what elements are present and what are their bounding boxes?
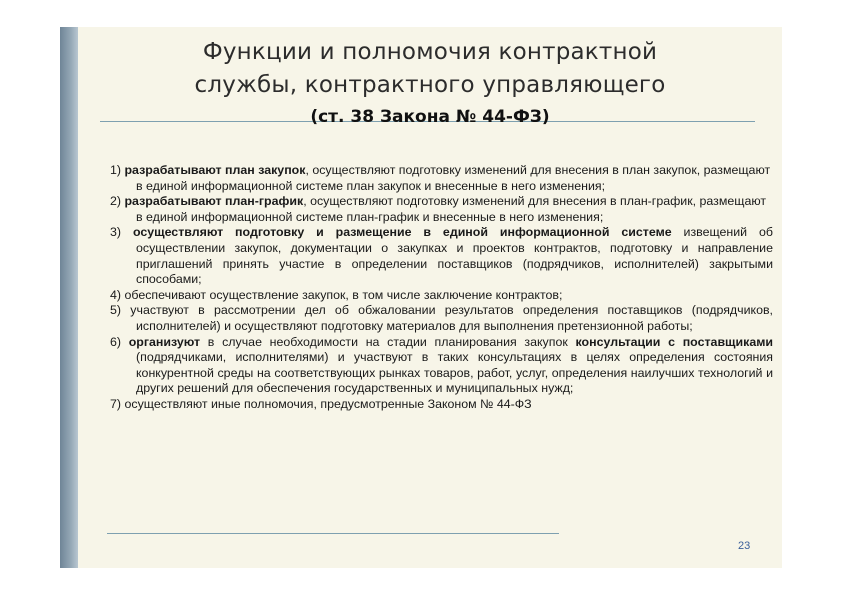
item-number: 6) xyxy=(110,334,122,349)
item-number: 3) xyxy=(110,225,122,240)
item-text: в случае необходимости на стадии планирования закупок xyxy=(200,334,576,349)
item-highlight: организуют xyxy=(128,334,201,349)
item-text-2: (подрядчиками, исполнителями) и участвуют в таких консультациях в целях определения состояния конкурентной среды на соответствующих рынках товаров, работ, услуг, определения наилучших технологий и других решений для обеспечения государственных и муниципальных нужд; xyxy=(136,350,773,396)
item-highlight: разрабатывают план-график xyxy=(124,194,304,209)
title-line-1: Функции и полномочия контрактной xyxy=(202,39,658,65)
item-highlight-2: консультации с поставщиками xyxy=(575,334,774,349)
list-item-3 xyxy=(110,225,773,287)
item-text: , осуществляют подготовку изменений для внесения в план закупок, размещают в единой информационной системе план закупок и внесенные в него изменения; xyxy=(136,163,771,193)
title-line-2: службы, контрактного управляющего xyxy=(194,72,666,98)
item-number: 7) xyxy=(110,396,122,411)
item-highlight: осуществляют подготовку и размещение в единой информационной системе xyxy=(132,225,672,240)
slide-left-accent-bar xyxy=(60,27,78,568)
item-number: 4) xyxy=(110,287,122,302)
item-text: обеспечивают осуществление закупок, в том числе заключение контрактов; xyxy=(124,287,563,302)
item-text: извещений об осуществлении закупок, документации о закупках и проектов контрактов, подготовку и направление приглашений принять участие в определении поставщиков (подрядчиков, исполнителей) закрытыми способами; xyxy=(136,225,773,287)
list-item-2 xyxy=(110,194,773,225)
item-text: , осуществляют подготовку изменений для внесения в план-график, размещают в единой информационной системе план-график и внесенные в него изменения; xyxy=(136,194,767,224)
item-highlight: разрабатывают план закупок xyxy=(124,163,306,177)
item-text: осуществляют иные полномочия, предусмотренные Законом № 44-ФЗ xyxy=(124,396,532,411)
page-number: 23 xyxy=(738,540,751,552)
list-item-4 xyxy=(110,288,773,304)
functions-list xyxy=(110,163,773,413)
item-number: 1) xyxy=(110,163,122,177)
list-item-5 xyxy=(110,303,773,334)
list-item-7 xyxy=(110,397,773,413)
item-number: 2) xyxy=(110,194,122,209)
footer-divider xyxy=(107,533,559,534)
slide-title xyxy=(100,36,760,102)
list-item-1 xyxy=(110,163,773,194)
slide-subtitle: (ст. 38 Закона № 44-ФЗ) xyxy=(310,107,550,127)
list-item-6 xyxy=(110,335,773,397)
item-number: 5) xyxy=(110,303,122,318)
item-text: участвуют в рассмотрении дел об обжаловании результатов определения поставщиков (подрядчиков, исполнителей) и осуществляют подготовку материалов для выполнения претензионной работы; xyxy=(130,303,773,333)
